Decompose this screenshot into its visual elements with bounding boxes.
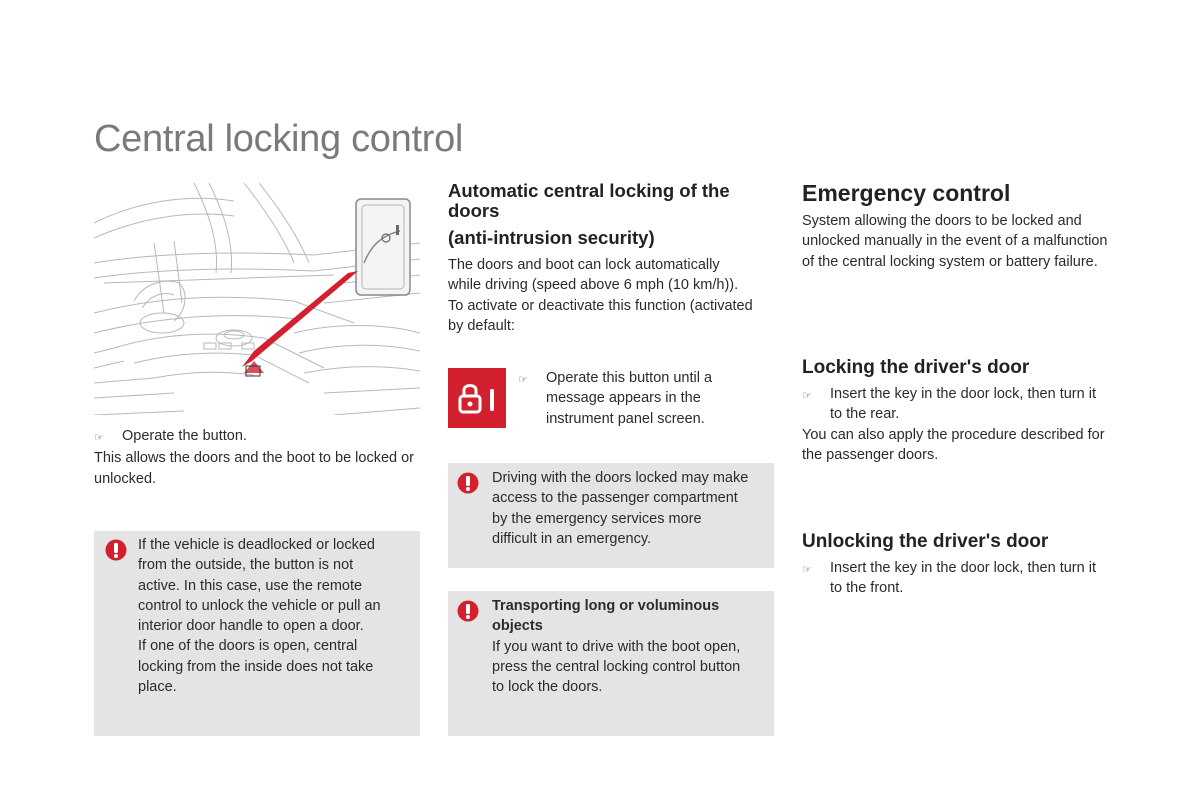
locking-driver-door-heading: Locking the driver's door [802,357,1030,378]
exclamation-icon [105,539,127,561]
right-column-emergency [802,180,1142,272]
pointing-hand-icon: ☞ [802,564,812,576]
warning-box-emergency-access [448,463,774,568]
auto-locking-heading: Automatic central locking of the doors [448,180,730,221]
warning-line: If one of the doors is open, central [138,638,358,655]
page-title: Central locking control [94,118,464,160]
instruction-line: message appears in the [546,390,701,407]
warning-line: from the outside, the button is not [138,557,354,574]
anti-intrusion-subheading: (anti-intrusion security) [448,227,655,248]
warning-title-line: objects [492,618,543,635]
warning-line: difficult in an emergency. [492,530,652,547]
exclamation-icon [457,600,479,622]
warning-line: interior door handle to open a door. [138,618,364,635]
emergency-control-heading: Emergency control [802,180,1011,206]
button-instruction [518,368,748,429]
warning-line: control to unlock the vehicle or pull an [138,597,381,614]
locking-note-line: the passenger doors. [802,446,939,463]
pointer-arrow [242,271,358,376]
unlocking-driver-door-heading: Unlocking the driver's door [802,531,1049,552]
center-console-illustration [94,183,420,415]
emergency-intro-line: of the central locking system or battery failure. [802,253,1098,270]
middle-column [448,181,778,336]
bullet-text: Operate the button. [122,428,247,444]
right-column-unlocking [802,531,1142,599]
warning-line: active. In this case, use the remote [138,577,363,594]
central-locking-button[interactable] [448,368,506,428]
pointing-hand-icon: ☞ [802,390,812,402]
unlocking-bullet-line: to the front. [830,580,904,597]
emergency-intro-line: unlocked manually in the event of a malfunction [802,233,1108,250]
padlock-button-icon [448,368,506,428]
warning-box-deadlock [94,531,420,736]
intro-line: The doors and boot can lock automatically [448,257,720,273]
warning-line: to lock the doors. [492,679,603,696]
warning-line: access to the passenger compartment [492,490,738,507]
warning-line: If you want to drive with the boot open, [492,638,741,655]
left-column-text [94,426,424,489]
warning-line: locking from the inside does not take [138,658,374,675]
intro-line: To activate or deactivate this function (activated [448,297,753,314]
warning-line: press the central locking control button [492,658,741,675]
warning-box-transporting-objects [448,591,774,736]
right-column-locking [802,357,1142,465]
warning-line: If the vehicle is deadlocked or locked [138,537,375,553]
warning-title-line: Transporting long or voluminous [492,598,720,614]
intro-line: while driving (speed above 6 mph (10 km/h)). [448,277,739,294]
instruction-line: Operate this button until a [546,370,713,386]
emergency-intro-line: System allowing the doors to be locked and [802,213,1082,229]
button-inset [356,199,410,295]
locking-bullet-line: Insert the key in the door lock, then turn it [830,386,1096,402]
exclamation-icon [457,472,479,494]
intro-line: by default: [448,317,515,334]
bullet-operate-button [94,426,424,448]
unlocking-bullet-line: Insert the key in the door lock, then turn it [830,560,1096,576]
pointing-hand-icon: ☞ [518,374,528,386]
warning-line: place. [138,679,177,696]
pointing-hand-icon: ☞ [94,432,104,444]
locking-note-line: You can also apply the procedure described for [802,426,1105,443]
locking-bullet-line: to the rear. [830,406,900,423]
warning-line: by the emergency services more [492,510,702,527]
warning-line: Driving with the doors locked may make [492,470,749,486]
instruction-line: instrument panel screen. [546,410,705,427]
description: This allows the doors and the boot to be locked or unlocked. [94,450,414,487]
